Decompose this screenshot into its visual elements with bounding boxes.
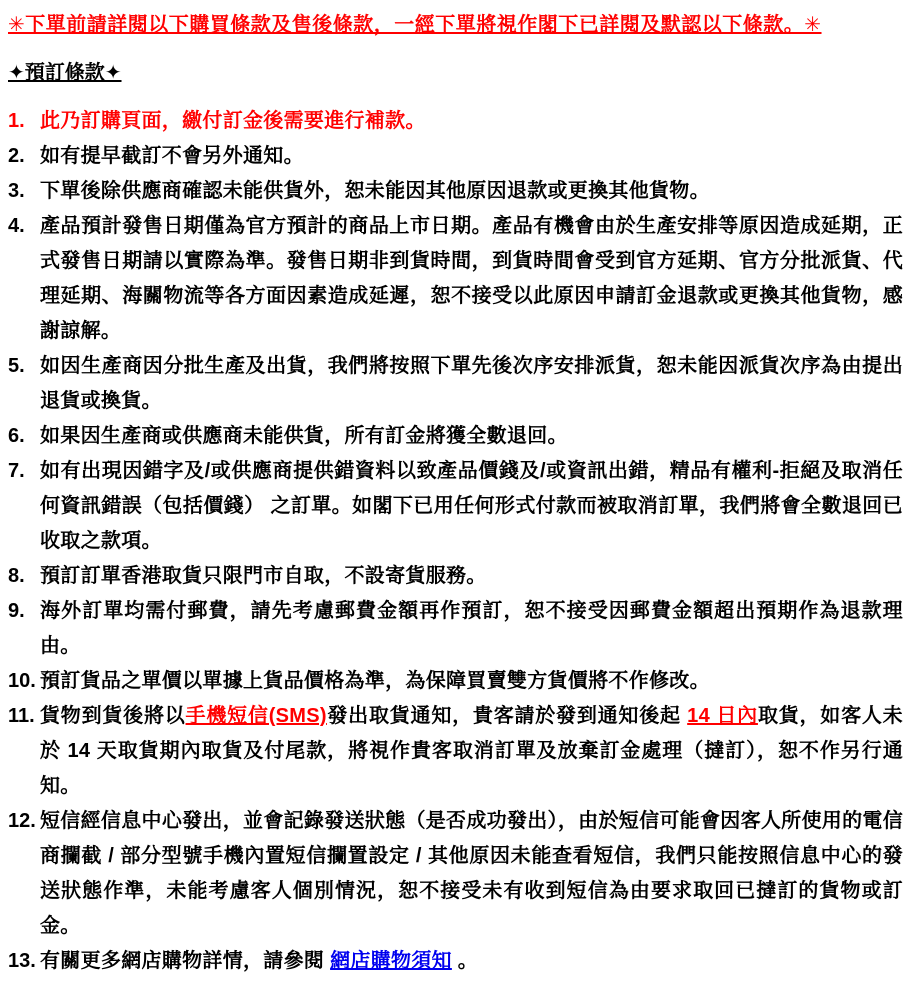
text-segment: 下單後除供應商確認未能供貨外，恕未能因其他原因退款或更換其他貨物。 (40, 180, 710, 202)
term-item-8 (8, 559, 903, 594)
term-text (40, 419, 903, 454)
term-number: 1. (8, 110, 25, 132)
term-text (40, 804, 903, 944)
term-number: 3. (8, 180, 25, 202)
shop-guide-link[interactable]: 網店購物須知 (330, 950, 452, 972)
term-text (40, 174, 903, 209)
term-text (40, 349, 903, 419)
term-item-9 (8, 594, 903, 664)
term-item-5 (8, 349, 903, 419)
term-text (40, 139, 903, 174)
term-text (40, 454, 903, 559)
term-item-7 (8, 454, 903, 559)
term-number: 11. (8, 705, 35, 727)
text-segment: 預訂貨品之單價以單據上貨品價格為準，為保障買賣雙方貨價將不作修改。 (40, 670, 710, 692)
term-item-12 (8, 804, 903, 944)
text-segment: 取貨，如客人未於 14 天取貨期內取貨及付尾款，將視作貴客取消訂單及放棄訂金處理（撻訂），恕不作另行通知。 (40, 705, 903, 797)
text-segment: 有關更多網店購物詳情，請參閱 (40, 950, 331, 972)
section-title-preorder-terms: ✦預訂條款✦ (8, 62, 122, 84)
text-segment: 貨物到貨後將以 (40, 705, 186, 727)
term-number: 9. (8, 600, 25, 622)
term-item-1 (8, 104, 903, 139)
text-segment: 如有提早截訂不會另外通知。 (40, 145, 304, 167)
term-number: 6. (8, 425, 25, 447)
term-number: 5. (8, 355, 25, 377)
term-text (40, 209, 903, 349)
terms-list (8, 104, 903, 979)
text-segment: 如有出現因錯字及/或供應商提供錯資料以致產品價錢及/或資訊出錯，精品有權利-拒絕及取消任何資訊錯誤（包括價錢） 之訂單。如閣下已用任何形式付款而被取消訂單，我們將會全數退回已收取之款項。 (40, 460, 903, 552)
term-item-2 (8, 139, 903, 174)
term-item-13 (8, 944, 903, 979)
text-segment: 產品預計發售日期僅為官方預計的商品上市日期。產品有機會由於生產安排等原因造成延期，正式發售日期請以實際為準。發售日期非到貨時間，到貨時間會受到官方延期、官方分批派貨、代理延期、海關物流等各方面因素造成延遲，恕不接受以此原因申請訂金退款或更換其他貨物，感謝諒解。 (40, 215, 903, 342)
purchase-notice-header: ✳下單前請詳閱以下購買條款及售後條款，一經下單將視作閣下已詳閱及默認以下條款。✳ (8, 14, 822, 36)
term-item-4 (8, 209, 903, 349)
term-text (40, 594, 903, 664)
term-text (40, 944, 903, 979)
text-segment: 發出取貨通知，貴客請於發到通知後起 (326, 705, 688, 727)
term-number: 7. (8, 460, 25, 482)
highlighted-text: 手機短信(SMS) (185, 705, 327, 727)
text-segment: 此乃訂購頁面，繳付訂金後需要進行補款。 (40, 110, 426, 132)
text-segment: 如果因生產商或供應商未能供貨，所有訂金將獲全數退回。 (40, 425, 568, 447)
term-item-3 (8, 174, 903, 209)
term-text (40, 699, 903, 804)
term-text (40, 664, 903, 699)
term-text (40, 559, 903, 594)
text-segment: 海外訂單均需付郵費，請先考慮郵費金額再作預訂，恕不接受因郵費金額超出預期作為退款理由。 (40, 600, 903, 657)
text-segment: 預訂訂單香港取貨只限門市自取，不設寄貨服務。 (40, 565, 487, 587)
term-item-10 (8, 664, 903, 699)
term-number: 4. (8, 215, 25, 237)
term-number: 2. (8, 145, 25, 167)
term-number: 13. (8, 950, 36, 972)
term-item-11 (8, 699, 903, 804)
term-number: 12. (8, 810, 36, 832)
term-text (40, 104, 903, 139)
term-number: 10. (8, 670, 36, 692)
text-segment: 。 (451, 950, 479, 972)
text-segment: 如因生產商因分批生產及出貨，我們將按照下單先後次序安排派貨，恕未能因派貨次序為由提出退貨或換貨。 (40, 355, 903, 412)
text-segment: 短信經信息中心發出，並會記錄發送狀態（是否成功發出），由於短信可能會因客人所使用的電信商攔截 / 部分型號手機內置短信攔置設定 / 其他原因未能查看短信，我們只能按照信息中心的發送狀態作準，未能考慮客人個別情況，恕不接受未有收到短信為由要求取回已撻訂的貨物或訂金。 (40, 810, 903, 937)
term-item-6 (8, 419, 903, 454)
term-number: 8. (8, 565, 25, 587)
highlighted-text: 14 日內 (687, 705, 758, 727)
